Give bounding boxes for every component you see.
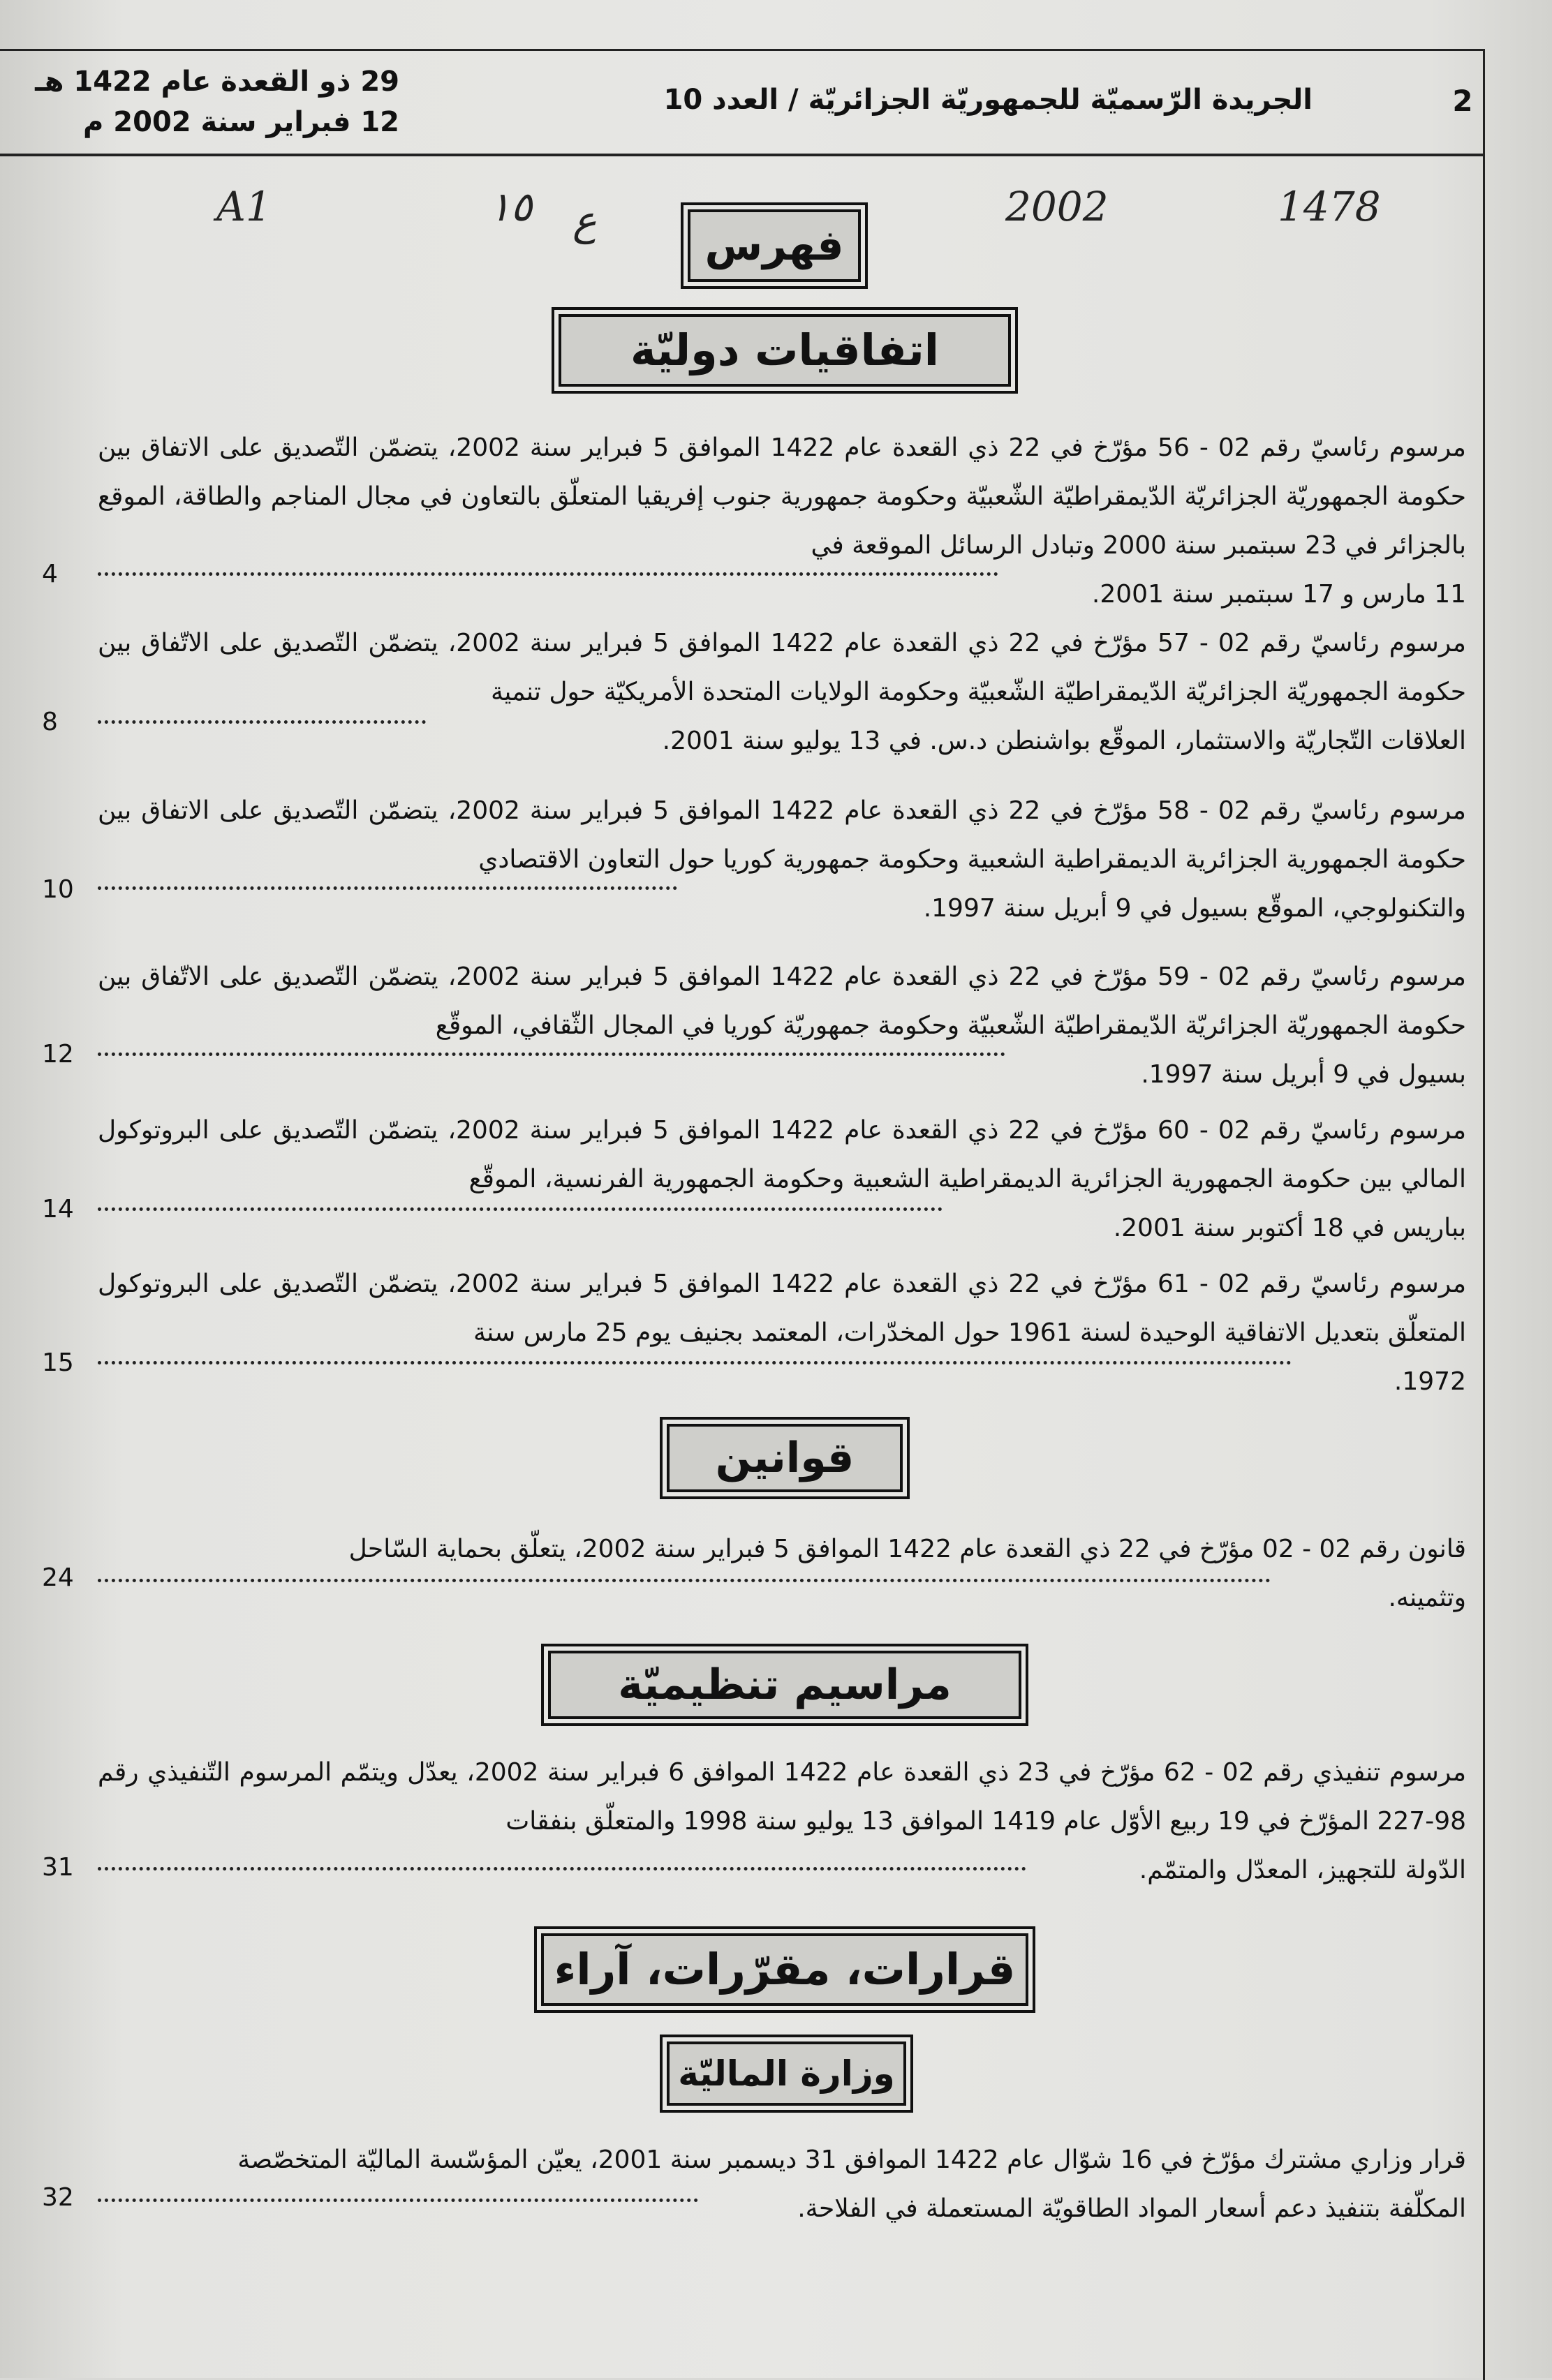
journal-title: الجريدة الرّسميّة للجمهوريّة الجزائريّة / العدد 10 — [663, 84, 1313, 116]
entry-page-number: 10 — [42, 875, 74, 904]
leader-dots — [98, 565, 998, 576]
entry-text: مرسوم رئاسيّ رقم 02 - 60 مؤرّخ في 22 ذي القعدة عام 1422 الموافق 5 فبراير سنة 2002، يتضمّن التّصديق على البروتوكول المالي بين حكومة الجمهورية الجزائرية الديمقراطية الشعبية وحكومة الجمهورية الفرنسية، الموقّع — [98, 1116, 1466, 1193]
entry-last-line: بباريس في 18 أكتوبر سنة 2001. — [1113, 1214, 1466, 1242]
entry-last-line: وتثمينه. — [1388, 1584, 1466, 1612]
entry-page-number: 12 — [42, 1040, 74, 1069]
leader-dots — [98, 713, 426, 724]
leader-dots — [98, 1354, 1292, 1364]
entry-text: مرسوم رئاسيّ رقم 02 - 56 مؤرّخ في 22 ذي القعدة عام 1422 الموافق 5 فبراير سنة 2002، يتضمّن التّصديق على الاتفاق بين حكومة الجمهوريّة الجزائريّة الدّيمقراطيّة الشّعبيّة وحكومة جمهورية جنوب إفريقيا المتعلّق بالتعاون في مجال المناجم والطاقة، الموقع بالجزائر في 23 سبتمبر سنة 2000 وتبادل الرسائل الموقعة في — [98, 433, 1466, 560]
leader-dots — [98, 1200, 943, 1211]
entry-text: مرسوم تنفيذي رقم 02 - 62 مؤرّخ في 23 ذي القعدة عام 1422 الموافق 6 فبراير سنة 2002، يعدّل ويتمّم المرسوم التّنفيذي رقم 98-227 المؤرّخ في 19 ربيع الأوّل عام 1419 الموافق 13 يوليو سنة 1998 والمتعلّق بنفقات — [98, 1758, 1466, 1836]
page-header — [0, 49, 1483, 156]
handwritten-note-left: A1 — [216, 183, 272, 230]
leader-dots — [98, 879, 677, 890]
entry-last-line: المكلّفة بتنفيذ دعم أسعار المواد الطاقويّة المستعملة في الفلاحة. — [797, 2194, 1466, 2223]
section-title-regulatory: مراسيم تنظيميّة — [548, 1651, 1021, 1719]
handwritten-note-right: 1478 — [1278, 183, 1381, 230]
section-title-international: اتفاقيات دوليّة — [559, 314, 1011, 387]
entry-page-number: 15 — [42, 1348, 74, 1377]
index-entry — [98, 619, 1466, 766]
hijri-date: 29 ذو القعدة عام 1422 هـ — [35, 66, 399, 98]
entry-page-number: 8 — [42, 708, 58, 736]
section-title-decisions: قرارات، مقرّرات، آراء — [541, 1933, 1028, 2006]
entry-last-line: الدّولة للتجهيز، المعدّل والمتمّم. — [1139, 1856, 1466, 1884]
entry-last-line: والتكنولوجي، الموقّع بسيول في 9 أبريل سنة 1997. — [923, 894, 1466, 923]
entry-page-number: 4 — [42, 560, 58, 588]
entry-page-number: 24 — [42, 1563, 74, 1592]
index-entry — [98, 953, 1466, 1099]
handwritten-note-num: ١٥ — [489, 183, 533, 230]
entry-last-line: 1972. — [1394, 1367, 1466, 1396]
index-title: فهرس — [688, 209, 861, 282]
index-entry — [98, 1260, 1466, 1406]
leader-dots — [98, 1046, 1005, 1056]
leader-dots — [98, 2192, 698, 2202]
leader-dots — [98, 1860, 1026, 1870]
index-entry — [98, 1748, 1466, 1895]
gregorian-date: 12 فبراير سنة 2002 م — [83, 106, 399, 138]
handwritten-note-year: 2002 — [1005, 183, 1109, 230]
index-entry — [98, 787, 1466, 933]
entry-page-number: 32 — [42, 2183, 74, 2212]
entry-page-number: 14 — [42, 1195, 74, 1224]
handwritten-note-letter: ع — [572, 197, 597, 244]
entry-last-line: العلاقات التّجاريّة والاستثمار، الموقّع بواشنطن د.س. في 13 يوليو سنة 2001. — [662, 727, 1466, 755]
index-entry — [98, 1106, 1466, 1253]
entry-text: مرسوم رئاسيّ رقم 02 - 58 مؤرّخ في 22 ذي القعدة عام 1422 الموافق 5 فبراير سنة 2002، يتضمّن التّصديق على الاتفاق بين حكومة الجمهورية الجزائرية الديمقراطية الشعبية وحكومة جمهورية كوريا حول التعاون الاقتصادي — [98, 796, 1466, 874]
entry-text: قرار وزاري مشترك مؤرّخ في 16 شوّال عام 1422 الموافق 31 ديسمبر سنة 2001، يعيّن المؤسّسة الماليّة المتخصّصة — [237, 2145, 1466, 2174]
entry-last-line: 11 مارس و 17 سبتمبر سنة 2001. — [1091, 580, 1466, 609]
entry-text: قانون رقم 02 - 02 مؤرّخ في 22 ذي القعدة عام 1422 الموافق 5 فبراير سنة 2002، يتعلّق بحماية السّاحل — [348, 1535, 1466, 1563]
index-entry — [98, 2136, 1466, 2233]
ministry-subtitle: وزارة الماليّة — [667, 2041, 906, 2106]
index-entry — [98, 424, 1466, 619]
entry-page-number: 31 — [42, 1853, 74, 1882]
entry-text: مرسوم رئاسيّ رقم 02 - 61 مؤرّخ في 22 ذي القعدة عام 1422 الموافق 5 فبراير سنة 2002، يتضمّن التّصديق على البروتوكول المتعلّق بتعديل الاتفاقية الوحيدة لسنة 1961 حول المخدّرات، المعتمد بجنيف يوم 25 مارس سنة — [98, 1270, 1466, 1347]
entry-text: مرسوم رئاسيّ رقم 02 - 59 مؤرّخ في 22 ذي القعدة عام 1422 الموافق 5 فبراير سنة 2002، يتضمّن التّصديق على الاتّفاق بين حكومة الجمهوريّة الجزائريّة الدّيمقراطيّة الشّعبيّة وحكومة جمهوريّة كوريا في المجال الثّقافي، الموقّع — [98, 962, 1466, 1040]
section-title-laws: قوانين — [667, 1424, 903, 1492]
leader-dots — [98, 1572, 1271, 1582]
entry-text: مرسوم رئاسيّ رقم 02 - 57 مؤرّخ في 22 ذي القعدة عام 1422 الموافق 5 فبراير سنة 2002، يتضمّن التّصديق على الاتّفاق بين حكومة الجمهوريّة الجزائريّة الدّيمقراطيّة الشّعبيّة وحكومة الولايات المتحدة الأمريكيّة حول تنمية — [98, 629, 1466, 706]
entry-last-line: بسيول في 9 أبريل سنة 1997. — [1141, 1060, 1466, 1089]
page-number: 2 — [1452, 84, 1473, 118]
header-dates — [8, 61, 399, 142]
